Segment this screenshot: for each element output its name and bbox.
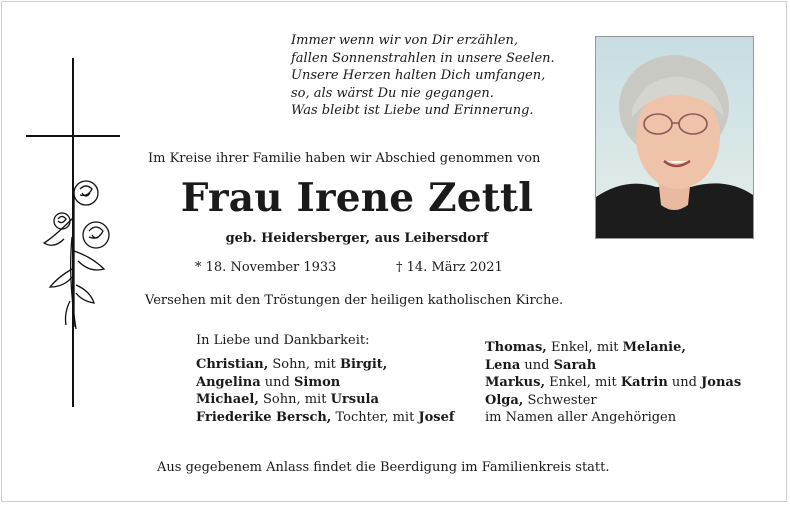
mourner-name: Christian, — [196, 357, 269, 372]
mourners-right-column — [485, 339, 741, 427]
mourner-line — [196, 409, 454, 427]
mourner-relation: Schwester — [523, 392, 597, 408]
poem-line: Unsere Herzen halten Dich umfangen, — [291, 68, 546, 83]
mourner-line — [196, 374, 454, 392]
poem-line: fallen Sonnenstrahlen in unsere Seelen. — [291, 50, 555, 66]
mourner-name: Jonas — [701, 375, 742, 390]
mourner-relation: Sohn, mit — [268, 357, 340, 372]
mourner-name: Angelina — [196, 374, 261, 390]
thanks-heading: In Liebe und Dankbarkeit: — [196, 333, 370, 348]
rose-branch-icon — [40, 177, 118, 337]
mourners-left-column — [196, 356, 454, 426]
obituary-notice — [1, 1, 787, 502]
poem — [291, 32, 581, 120]
mourner-relation: und — [520, 357, 554, 373]
maiden-name-line: geb. Heidersberger, aus Leibersdorf — [225, 231, 489, 246]
mourner-name: Birgit, — [339, 357, 388, 372]
mourner-line — [485, 409, 741, 427]
poem-line: so, als wärst Du nie gegangen. — [291, 85, 494, 101]
mourner-relation: Enkel, mit — [546, 340, 623, 355]
mourner-line — [485, 357, 741, 375]
intro-text: Im Kreise ihrer Familie haben wir Abschied genommen von — [148, 151, 541, 166]
mourner-name: Ursula — [330, 392, 379, 407]
mourner-relation: und — [260, 374, 294, 390]
mourner-name: Friederike Bersch, — [196, 409, 332, 425]
mourner-name: Josef — [418, 409, 455, 425]
mourner-name: Markus, — [485, 375, 545, 390]
mourner-name: Olga, — [485, 392, 524, 408]
mourner-name: Thomas, — [485, 340, 547, 355]
mourner-name: Sarah — [553, 357, 597, 373]
sacraments-text: Versehen mit den Tröstungen der heiligen katholischen Kirche. — [145, 293, 564, 308]
death-date: † 14. März 2021 — [396, 260, 503, 275]
mourner-name: Lena — [485, 357, 521, 373]
funeral-notice: Aus gegebenem Anlass findet die Beerdigung im Familienkreis statt. — [157, 460, 610, 475]
mourner-name: Michael, — [196, 392, 259, 407]
birth-date: * 18. November 1933 — [195, 260, 337, 275]
mourner-line — [196, 391, 454, 409]
deceased-name: Frau Irene Zettl — [180, 175, 534, 221]
mourner-relation: und — [667, 375, 702, 390]
portrait-photo — [595, 36, 754, 239]
poem-line: Was bleibt ist Liebe und Erinnerung. — [291, 103, 534, 118]
mourner-line — [485, 339, 741, 357]
mourner-name: Simon — [294, 374, 341, 390]
mourner-relation: Enkel, mit — [544, 375, 621, 390]
mourner-line — [485, 374, 741, 392]
cross-horizontal-bar — [26, 135, 120, 137]
mourner-name: Melanie, — [622, 340, 686, 355]
mourner-relation: Tochter, mit — [331, 409, 419, 425]
mourner-relation: im Namen aller Angehörigen — [485, 410, 677, 425]
mourner-relation: Sohn, mit — [258, 392, 331, 407]
mourner-line — [485, 392, 741, 410]
poem-line: Immer wenn wir von Dir erzählen, — [291, 33, 518, 48]
mourner-line — [196, 356, 454, 374]
mourner-name: Katrin — [620, 375, 668, 390]
